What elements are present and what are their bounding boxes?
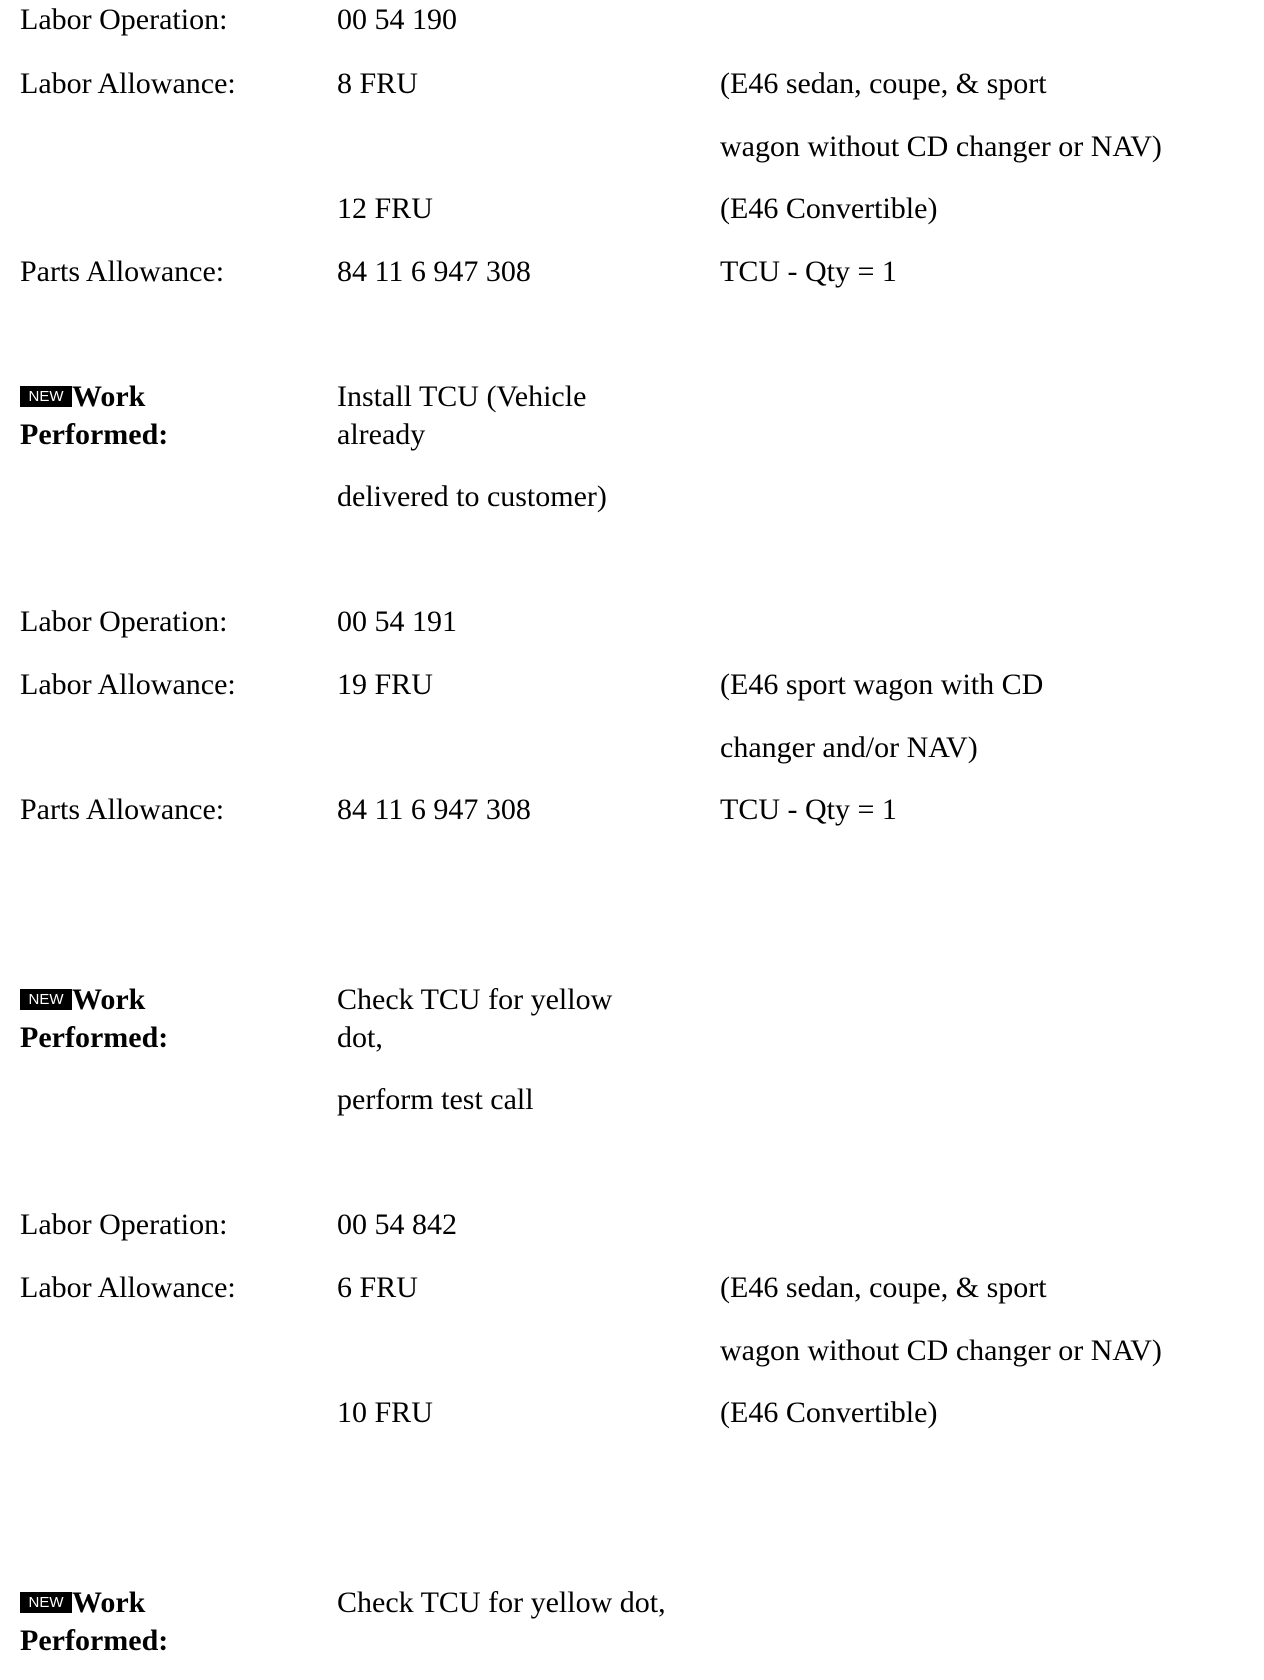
labor-operation-value: 00 54 191 bbox=[337, 605, 457, 638]
parts-allowance-label: Parts Allowance: bbox=[20, 255, 225, 288]
performed-label: Performed: bbox=[20, 418, 169, 451]
part-description: TCU - Qty = 1 bbox=[720, 255, 897, 288]
labor-allowance-value: 8 FRU bbox=[337, 67, 418, 100]
vehicle-note: (E46 Convertible) bbox=[720, 192, 938, 225]
work-label: Work bbox=[72, 983, 146, 1016]
work-description: Check TCU for yellow dot, bbox=[337, 1586, 666, 1619]
vehicle-note: (E46 sedan, coupe, & sport bbox=[720, 1271, 1047, 1304]
part-description: TCU - Qty = 1 bbox=[720, 793, 897, 826]
labor-operation-label: Labor Operation: bbox=[20, 3, 228, 36]
labor-operation-label: Labor Operation: bbox=[20, 1208, 228, 1241]
labor-allowance-value: 6 FRU bbox=[337, 1271, 418, 1304]
part-number: 84 11 6 947 308 bbox=[337, 255, 531, 288]
part-number: 84 11 6 947 308 bbox=[337, 793, 531, 826]
work-description: delivered to customer) bbox=[337, 480, 607, 513]
performed-label: Performed: bbox=[20, 1624, 169, 1657]
labor-operation-value: 00 54 842 bbox=[337, 1208, 457, 1241]
new-badge-icon: NEW bbox=[20, 989, 72, 1010]
labor-allowance-value: 10 FRU bbox=[337, 1396, 433, 1429]
labor-operation-label: Labor Operation: bbox=[20, 605, 228, 638]
work-description: Install TCU (Vehicle bbox=[337, 380, 587, 413]
labor-allowance-label: Labor Allowance: bbox=[20, 67, 236, 100]
work-description: perform test call bbox=[337, 1083, 534, 1116]
vehicle-note: (E46 sedan, coupe, & sport bbox=[720, 67, 1047, 100]
parts-allowance-label: Parts Allowance: bbox=[20, 793, 225, 826]
labor-allowance-value: 19 FRU bbox=[337, 668, 433, 701]
performed-label: Performed: bbox=[20, 1021, 169, 1054]
vehicle-note: wagon without CD changer or NAV) bbox=[720, 130, 1162, 163]
new-badge-icon: NEW bbox=[20, 1592, 72, 1613]
work-label: Work bbox=[72, 1586, 146, 1619]
work-label: Work bbox=[72, 380, 146, 413]
work-description: already bbox=[337, 418, 426, 451]
vehicle-note: (E46 Convertible) bbox=[720, 1396, 938, 1429]
labor-operation-value: 00 54 190 bbox=[337, 3, 457, 36]
labor-allowance-value: 12 FRU bbox=[337, 192, 433, 225]
vehicle-note: changer and/or NAV) bbox=[720, 731, 978, 764]
new-badge-icon: NEW bbox=[20, 386, 72, 407]
vehicle-note: (E46 sport wagon with CD bbox=[720, 668, 1044, 701]
work-description: Check TCU for yellow bbox=[337, 983, 613, 1016]
labor-allowance-label: Labor Allowance: bbox=[20, 668, 236, 701]
vehicle-note: wagon without CD changer or NAV) bbox=[720, 1334, 1162, 1367]
work-description: dot, bbox=[337, 1021, 383, 1054]
labor-allowance-label: Labor Allowance: bbox=[20, 1271, 236, 1304]
